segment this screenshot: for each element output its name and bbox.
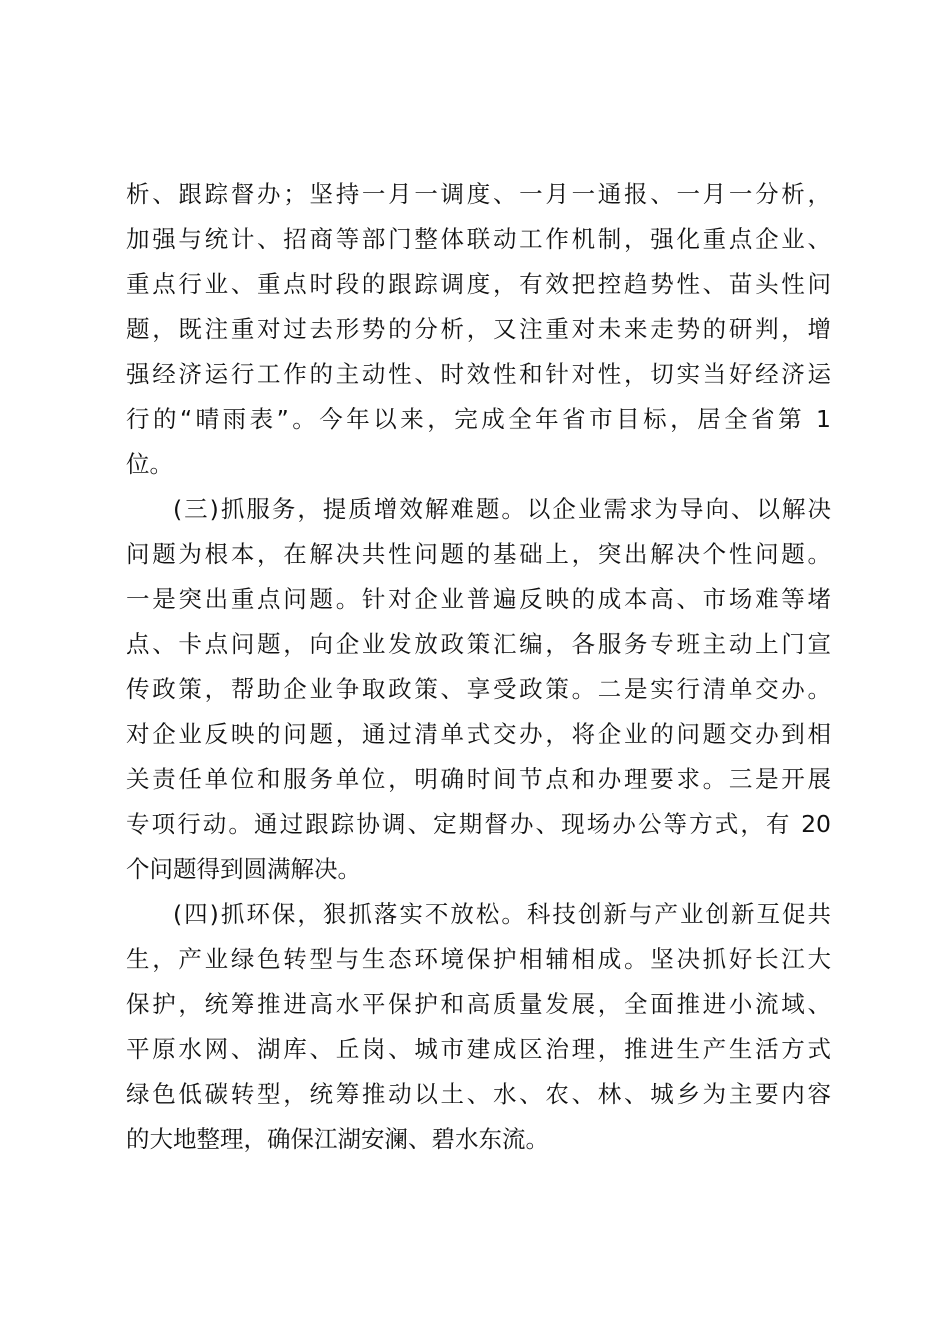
text-line: 加强与统计、招商等部门整体联动工作机制，强化重点企业、 [126,225,831,253]
text-line: 题，既注重对过去形势的分析，又注重对未来走势的研判，增 [126,315,831,343]
text-line: 问题为根本，在解决共性问题的基础上，突出解决个性问题。 [126,540,831,568]
text-line: 平原水网、湖库、丘岗、城市建成区治理，推进生产生活方式 [126,1035,831,1063]
text-line: 重点行业、重点时段的跟踪调度，有效把控趋势性、苗头性问 [126,270,831,298]
text-line: 强经济运行工作的主动性、时效性和针对性，切实当好经济运 [126,360,831,388]
text-line: 位。 [126,450,173,478]
text-line: 生，产业绿色转型与生态环境保护相辅相成。坚决抓好长江大 [126,945,831,973]
text-line: 对企业反映的问题，通过清单式交办，将企业的问题交办到相 [126,720,831,748]
text-line: 绿色低碳转型，统筹推动以土、水、农、林、城乡为主要内容 [126,1080,831,1108]
paragraph-1 [126,172,831,487]
text-line: 传政策，帮助企业争取政策、享受政策。二是实行清单交办。 [126,675,831,703]
text-line: 一是突出重点问题。针对企业普遍反映的成本高、市场难等堵 [126,585,831,613]
text-line: 保护，统筹推进高水平保护和高质量发展，全面推进小流域、 [126,990,831,1018]
paragraph-heading-line: (四)抓环保，狠抓落实不放松。科技创新与产业创新互促共 [173,900,831,928]
paragraph-3 [126,892,831,1162]
document-body [126,172,831,1162]
text-line: 的大地整理，确保江湖安澜、碧水东流。 [126,1125,549,1153]
text-line: 专项行动。通过跟踪协调、定期督办、现场办公等方式，有 20 [126,810,831,838]
paragraph-heading-line: (三)抓服务，提质增效解难题。以企业需求为导向、以解决 [173,495,831,523]
text-line: 析、跟踪督办；坚持一月一调度、一月一通报、一月一分析， [126,180,831,208]
text-line: 关责任单位和服务单位，明确时间节点和办理要求。三是开展 [126,765,831,793]
text-line: 行的“晴雨表”。今年以来，完成全年省市目标，居全省第 1 [126,405,831,433]
paragraph-2 [126,487,831,892]
text-line: 个问题得到圆满解决。 [126,855,361,883]
text-line: 点、卡点问题，向企业发放政策汇编，各服务专班主动上门宣 [126,630,831,658]
